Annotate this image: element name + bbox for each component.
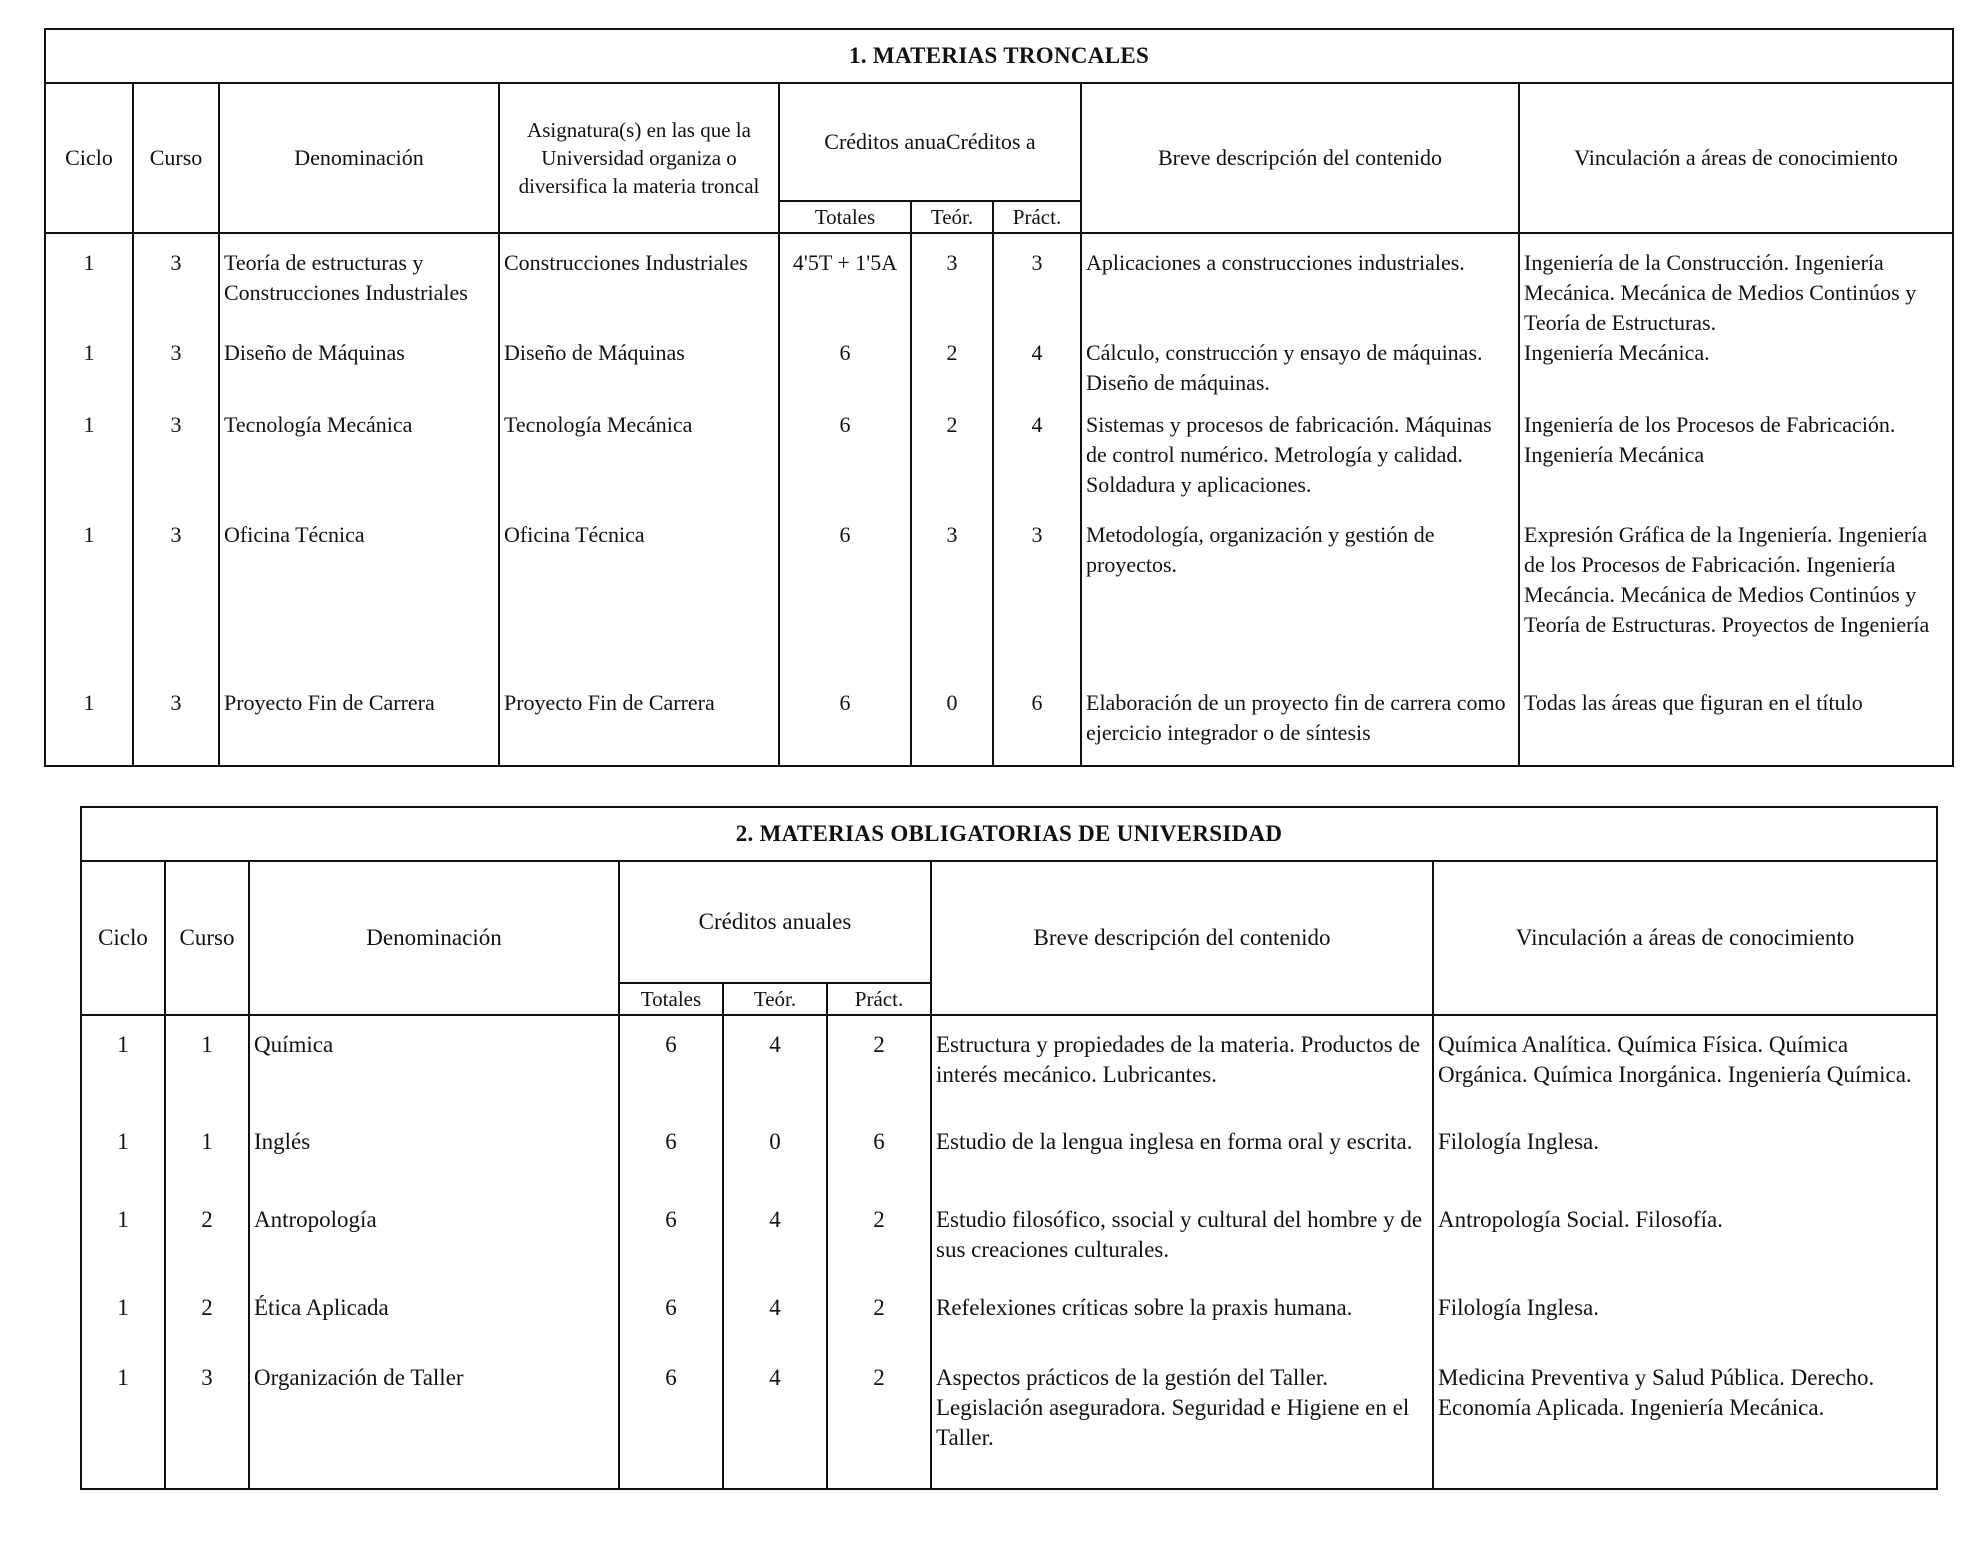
pract-cell: 2 bbox=[827, 1015, 931, 1127]
teor-cell: 0 bbox=[723, 1127, 827, 1205]
table-row bbox=[81, 1205, 1937, 1293]
ciclo-cell: 1 bbox=[45, 410, 133, 520]
denominacion-cell: Proyecto Fin de Carrera bbox=[219, 688, 499, 766]
teor-cell: 4 bbox=[723, 1363, 827, 1489]
teor-cell: 3 bbox=[911, 520, 993, 688]
ciclo-cell: 1 bbox=[81, 1127, 165, 1205]
vinculacion-cell: Química Analítica. Química Física. Química Orgánica. Química Inorgánica. Ingeniería Química. bbox=[1433, 1015, 1937, 1127]
pract-cell: 3 bbox=[993, 520, 1081, 688]
header-curso: Curso bbox=[133, 83, 219, 233]
header-ciclo: Ciclo bbox=[81, 861, 165, 1015]
denominacion-cell: Tecnología Mecánica bbox=[219, 410, 499, 520]
table-row bbox=[45, 338, 1953, 410]
curso-cell: 2 bbox=[165, 1293, 249, 1363]
pract-cell: 2 bbox=[827, 1363, 931, 1489]
asignatura-cell: Tecnología Mecánica bbox=[499, 410, 779, 520]
pract-cell: 4 bbox=[993, 410, 1081, 520]
denominacion-cell: Ética Aplicada bbox=[249, 1293, 619, 1363]
descripcion-cell: Estructura y propiedades de la materia. Productos de interés mecánico. Lubricantes. bbox=[931, 1015, 1433, 1127]
table-row bbox=[81, 1015, 1937, 1127]
totales-cell: 6 bbox=[779, 520, 911, 688]
totales-cell: 4'5T + 1'5A bbox=[779, 233, 911, 338]
ciclo-cell: 1 bbox=[45, 520, 133, 688]
denominacion-cell: Química bbox=[249, 1015, 619, 1127]
header-curso: Curso bbox=[165, 861, 249, 1015]
denominacion-cell: Teoría de estructuras y Construcciones Industriales bbox=[219, 233, 499, 338]
table-row bbox=[45, 410, 1953, 520]
descripcion-cell: Estudio de la lengua inglesa en forma oral y escrita. bbox=[931, 1127, 1433, 1205]
totales-cell: 6 bbox=[619, 1015, 723, 1127]
table-row bbox=[45, 233, 1953, 338]
header-teor: Teór. bbox=[723, 983, 827, 1015]
descripcion-cell: Cálculo, construcción y ensayo de máquinas. Diseño de máquinas. bbox=[1081, 338, 1519, 410]
ciclo-cell: 1 bbox=[81, 1205, 165, 1293]
descripcion-cell: Aplicaciones a construcciones industriales. bbox=[1081, 233, 1519, 338]
materias-obligatorias-table bbox=[80, 806, 1938, 1490]
header-denominacion: Denominación bbox=[249, 861, 619, 1015]
vinculacion-cell: Ingeniería Mecánica. bbox=[1519, 338, 1953, 410]
header-denominacion: Denominación bbox=[219, 83, 499, 233]
asignatura-cell: Oficina Técnica bbox=[499, 520, 779, 688]
curso-cell: 3 bbox=[165, 1363, 249, 1489]
curso-cell: 3 bbox=[133, 520, 219, 688]
totales-cell: 6 bbox=[619, 1205, 723, 1293]
header-pract: Práct. bbox=[993, 201, 1081, 233]
vinculacion-cell: Filología Inglesa. bbox=[1433, 1127, 1937, 1205]
header-pract: Práct. bbox=[827, 983, 931, 1015]
vinculacion-cell: Antropología Social. Filosofía. bbox=[1433, 1205, 1937, 1293]
teor-cell: 0 bbox=[911, 688, 993, 766]
pract-cell: 6 bbox=[827, 1127, 931, 1205]
descripcion-cell: Sistemas y procesos de fabricación. Máquinas de control numérico. Metrología y calidad. Soldadura y aplicaciones. bbox=[1081, 410, 1519, 520]
curso-cell: 3 bbox=[133, 410, 219, 520]
asignatura-cell: Construcciones Industriales bbox=[499, 233, 779, 338]
table-row bbox=[81, 1127, 1937, 1205]
denominacion-cell: Inglés bbox=[249, 1127, 619, 1205]
denominacion-cell: Antropología bbox=[249, 1205, 619, 1293]
teor-cell: 2 bbox=[911, 338, 993, 410]
table-row bbox=[81, 1363, 1937, 1489]
ciclo-cell: 1 bbox=[81, 1015, 165, 1127]
ciclo-cell: 1 bbox=[45, 233, 133, 338]
denominacion-cell: Oficina Técnica bbox=[219, 520, 499, 688]
vinculacion-cell: Ingeniería de la Construcción. Ingeniería Mecánica. Mecánica de Medios Continúos y Teoría de Estructuras. bbox=[1519, 233, 1953, 338]
curso-cell: 3 bbox=[133, 688, 219, 766]
teor-cell: 2 bbox=[911, 410, 993, 520]
ciclo-cell: 1 bbox=[45, 688, 133, 766]
curso-cell: 3 bbox=[133, 338, 219, 410]
descripcion-cell: Metodología, organización y gestión de proyectos. bbox=[1081, 520, 1519, 688]
curso-cell: 1 bbox=[165, 1127, 249, 1205]
denominacion-cell: Diseño de Máquinas bbox=[219, 338, 499, 410]
header-creditos: Créditos anuales bbox=[619, 861, 931, 983]
totales-cell: 6 bbox=[619, 1363, 723, 1489]
totales-cell: 6 bbox=[619, 1293, 723, 1363]
header-totales: Totales bbox=[779, 201, 911, 233]
table-row bbox=[81, 1293, 1937, 1363]
header-totales: Totales bbox=[619, 983, 723, 1015]
section-title: 2. MATERIAS OBLIGATORIAS DE UNIVERSIDAD bbox=[81, 807, 1937, 861]
pract-cell: 3 bbox=[993, 233, 1081, 338]
denominacion-cell: Organización de Taller bbox=[249, 1363, 619, 1489]
curso-cell: 2 bbox=[165, 1205, 249, 1293]
totales-cell: 6 bbox=[779, 410, 911, 520]
totales-cell: 6 bbox=[619, 1127, 723, 1205]
totales-cell: 6 bbox=[779, 688, 911, 766]
totales-cell: 6 bbox=[779, 338, 911, 410]
pract-cell: 2 bbox=[827, 1293, 931, 1363]
table-row bbox=[45, 688, 1953, 766]
section-title: 1. MATERIAS TRONCALES bbox=[45, 29, 1953, 83]
header-vinculacion: Vinculación a áreas de conocimiento bbox=[1433, 861, 1937, 1015]
materias-troncales-table bbox=[44, 28, 1954, 767]
pract-cell: 2 bbox=[827, 1205, 931, 1293]
descripcion-cell: Elaboración de un proyecto fin de carrera como ejercicio integrador o de síntesis bbox=[1081, 688, 1519, 766]
teor-cell: 4 bbox=[723, 1015, 827, 1127]
descripcion-cell: Refelexiones críticas sobre la praxis humana. bbox=[931, 1293, 1433, 1363]
asignatura-cell: Diseño de Máquinas bbox=[499, 338, 779, 410]
ciclo-cell: 1 bbox=[81, 1363, 165, 1489]
teor-cell: 4 bbox=[723, 1205, 827, 1293]
header-descripcion: Breve descripción del contenido bbox=[931, 861, 1433, 1015]
header-descripcion: Breve descripción del contenido bbox=[1081, 83, 1519, 233]
ciclo-cell: 1 bbox=[81, 1293, 165, 1363]
curso-cell: 1 bbox=[165, 1015, 249, 1127]
ciclo-cell: 1 bbox=[45, 338, 133, 410]
pract-cell: 4 bbox=[993, 338, 1081, 410]
vinculacion-cell: Ingeniería de los Procesos de Fabricación. Ingeniería Mecánica bbox=[1519, 410, 1953, 520]
vinculacion-cell: Medicina Preventiva y Salud Pública. Derecho. Economía Aplicada. Ingeniería Mecánica. bbox=[1433, 1363, 1937, 1489]
header-teor: Teór. bbox=[911, 201, 993, 233]
teor-cell: 3 bbox=[911, 233, 993, 338]
table-row bbox=[45, 520, 1953, 688]
header-creditos: Créditos anuaCréditos a bbox=[779, 83, 1081, 201]
pract-cell: 6 bbox=[993, 688, 1081, 766]
teor-cell: 4 bbox=[723, 1293, 827, 1363]
header-vinculacion: Vinculación a áreas de conocimiento bbox=[1519, 83, 1953, 233]
curso-cell: 3 bbox=[133, 233, 219, 338]
header-asignatura: Asignatura(s) en las que la Universidad organiza o diversifica la materia troncal bbox=[499, 83, 779, 233]
header-ciclo: Ciclo bbox=[45, 83, 133, 233]
vinculacion-cell: Filología Inglesa. bbox=[1433, 1293, 1937, 1363]
asignatura-cell: Proyecto Fin de Carrera bbox=[499, 688, 779, 766]
descripcion-cell: Estudio filosófico, ssocial y cultural del hombre y de sus creaciones culturales. bbox=[931, 1205, 1433, 1293]
vinculacion-cell: Expresión Gráfica de la Ingeniería. Ingeniería de los Procesos de Fabricación. Ingeniería Mecáncia. Mecánica de Medios Continúos y Teoría de Estructuras. Proyectos de Ingeniería bbox=[1519, 520, 1953, 688]
descripcion-cell: Aspectos prácticos de la gestión del Taller. Legislación aseguradora. Seguridad e Higiene en el Taller. bbox=[931, 1363, 1433, 1489]
vinculacion-cell: Todas las áreas que figuran en el título bbox=[1519, 688, 1953, 766]
